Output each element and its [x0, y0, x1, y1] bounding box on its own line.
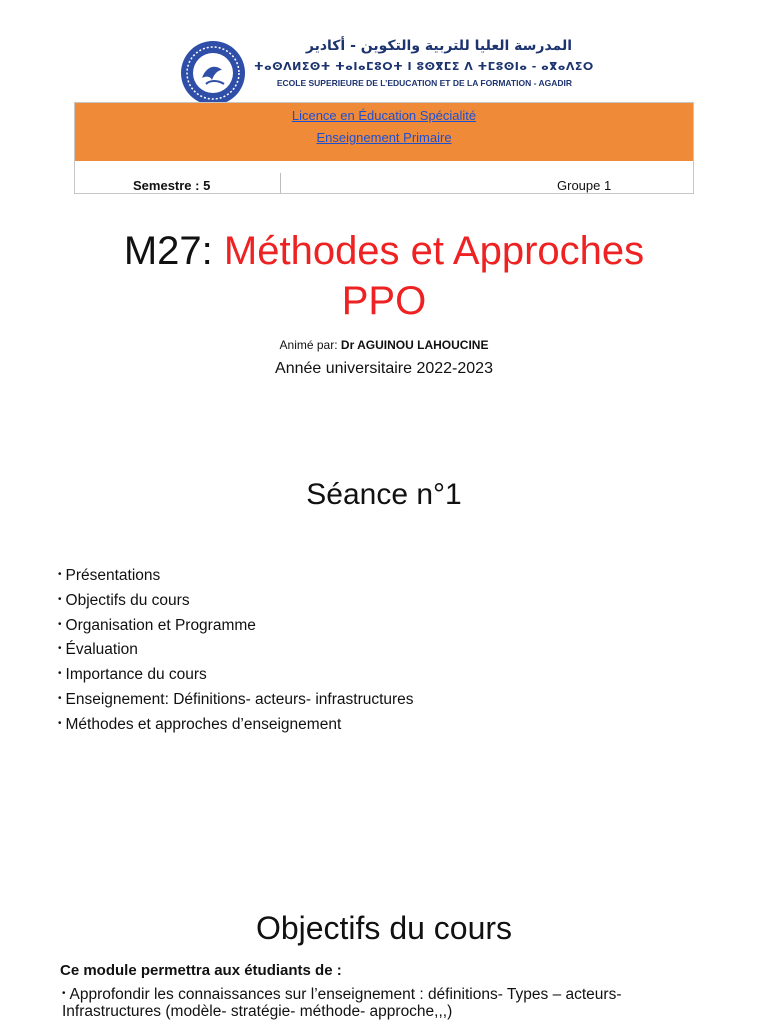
- list-item: • Présentations: [58, 567, 161, 584]
- animator-prefix: Animé par:: [279, 338, 338, 352]
- agenda-list: [58, 563, 414, 737]
- program-link-licence[interactable]: Licence en Éducation Spécialité: [291, 108, 477, 123]
- list-item: • Évaluation: [58, 641, 138, 659]
- course-title: [60, 226, 708, 326]
- group-label: Groupe 1: [557, 178, 612, 193]
- academic-year: Année universitaire 2022-2023: [275, 360, 493, 377]
- school-name-tifinagh: ⵜⴰⵙⴷⵍⵉⵙⵜ ⵜⴰⵏⴰⵎⵓⵔⵜ ⵏ ⵓⵙⴳⵎⵉ ⴷ ⵜⵎⵓⵙⵏⴰ - ⴰⴳⴰⴷⵉⵔ: [254, 60, 594, 73]
- objectives-heading: Objectifs du cours: [255, 910, 513, 946]
- list-item: • Organisation et Programme: [58, 616, 256, 634]
- course-name-line2: PPO: [341, 279, 427, 323]
- school-name-french: ECOLE SUPERIEURE DE L’EDUCATION ET DE LA FORMATION - AGADIR: [276, 78, 572, 88]
- table-divider: [280, 173, 281, 193]
- program-info-table: [74, 102, 694, 194]
- list-item: • Importance du cours: [58, 666, 207, 684]
- school-seal-logo: [180, 40, 246, 106]
- course-code: M27:: [123, 229, 213, 273]
- semester-label: Semestre : 5: [133, 178, 211, 193]
- course-name-line1: Méthodes et Approches: [223, 229, 645, 273]
- semester-row: [75, 161, 693, 193]
- objective-item: • Approfondir les connaissances sur l’enseignement : définitions- Types – acteurs- Infrastructures (modèle- stratégie- méthode- approche,,,): [62, 986, 622, 1020]
- session-heading: Séance n°1: [306, 478, 462, 511]
- program-link-enseignement[interactable]: Enseignement Primaire: [316, 130, 452, 145]
- objectives-intro: Ce module permettra aux étudiants de :: [60, 962, 342, 979]
- list-item: • Objectifs du cours: [58, 591, 190, 609]
- animator-line: [0, 338, 768, 352]
- school-name-arabic: المدرسة العليا للتربية والتكوين - أكادير: [305, 38, 572, 54]
- animator-name: Dr AGUINOU LAHOUCINE: [340, 338, 489, 352]
- list-item: • Méthodes et approches d’enseignement: [58, 715, 342, 733]
- list-item: • Enseignement: Définitions- acteurs- infrastructures: [58, 690, 414, 708]
- program-banner: [75, 103, 693, 161]
